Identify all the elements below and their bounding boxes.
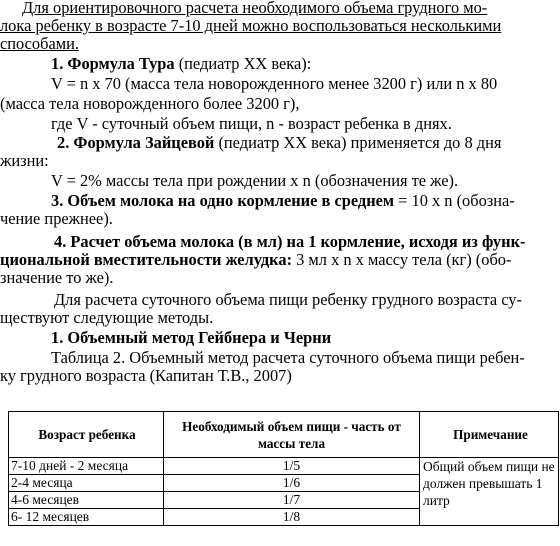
intro-line-1: Для ориентировочного расчета необходимого объема грудного мо- bbox=[22, 0, 488, 17]
formula-tour-heading bbox=[51, 55, 311, 73]
formula-tour-line-3: где V - суточный объем пищи, n - возраст ребенка в днях. bbox=[51, 114, 452, 133]
formula-zaitseva-heading bbox=[57, 134, 501, 152]
formula-zaitseva-line-3: V = 2% массы тела при рождении x n (обозначения те же). bbox=[51, 171, 459, 190]
method-heading: 1. Объемный метод Гейбнера и Черни bbox=[51, 328, 332, 347]
cell-volume: 1/8 bbox=[164, 509, 420, 526]
table-row bbox=[9, 458, 559, 475]
stomach-capacity-formula: 3 мл x n x массу тела (кг) (обо- bbox=[292, 250, 512, 269]
intro-line-3: способами. bbox=[0, 34, 79, 53]
table-caption-line-1: Таблица 2. Объемный метод расчета суточного объема пищи ребен- bbox=[51, 348, 525, 367]
cell-age: 6- 12 месяцев bbox=[9, 509, 164, 526]
milk-per-feeding-heading bbox=[51, 192, 515, 210]
formula-zaitseva-line-2: жизни: bbox=[0, 151, 49, 170]
table-header-row bbox=[9, 412, 559, 458]
milk-per-feeding-line-2: чение прежнее). bbox=[0, 209, 113, 228]
cell-age: 2-4 месяца bbox=[9, 475, 164, 492]
stomach-capacity-title-end: циональной вместительности желудка: bbox=[0, 250, 293, 269]
cell-age: 4-6 месяцев bbox=[9, 492, 164, 509]
table-caption-line-2: ку грудного возраста (Капитан Т.В., 2007) bbox=[0, 366, 292, 385]
stomach-capacity-heading: 4. Расчет объема молока (в мл) на 1 кормление, исходя из функ- bbox=[54, 232, 526, 251]
milk-per-feeding-title: 3. Объем молока на одно кормление в среднем bbox=[51, 191, 395, 210]
header-age: Возраст ребенка bbox=[9, 412, 164, 458]
daily-volume-line-2: ществуют следующие методы. bbox=[0, 308, 214, 327]
cell-volume: 1/5 bbox=[164, 458, 420, 475]
stomach-capacity-line-3: значение то же). bbox=[0, 268, 114, 287]
cell-age: 7-10 дней - 2 месяца bbox=[9, 458, 164, 475]
volume-method-table bbox=[8, 411, 559, 526]
formula-tour-line-2: (масса тела новорожденного более 3200 г), bbox=[0, 94, 300, 113]
formula-tour-title: 1. Формула Тура bbox=[51, 54, 175, 73]
formula-zaitseva-title-rest: (педиатр XX века) применяется до 8 дня bbox=[214, 133, 502, 152]
intro-line-2: лока ребенку в возрасте 7-10 дней можно воспользоваться несколькими bbox=[0, 16, 502, 35]
cell-note: Общий объем пищи не должен превышать 1 литр bbox=[420, 458, 559, 526]
stomach-capacity-line-2 bbox=[0, 251, 511, 269]
formula-tour-title-rest: (педиатр XX века): bbox=[174, 54, 312, 73]
header-note: Примечание bbox=[420, 412, 559, 458]
cell-volume: 1/6 bbox=[164, 475, 420, 492]
milk-per-feeding-title-rest: = 10 x n (обозна- bbox=[394, 191, 515, 210]
header-volume: Необходимый объем пищи - часть от массы тела bbox=[164, 412, 420, 458]
cell-volume: 1/7 bbox=[164, 492, 420, 509]
formula-zaitseva-title: 2. Формула Зайцевой bbox=[57, 133, 215, 152]
formula-tour-line-1: V = n x 70 (масса тела новорожденного менее 3200 г) или n x 80 bbox=[51, 74, 498, 93]
daily-volume-line-1: Для расчета суточного объема пищи ребенку грудного возраста су- bbox=[54, 290, 522, 309]
